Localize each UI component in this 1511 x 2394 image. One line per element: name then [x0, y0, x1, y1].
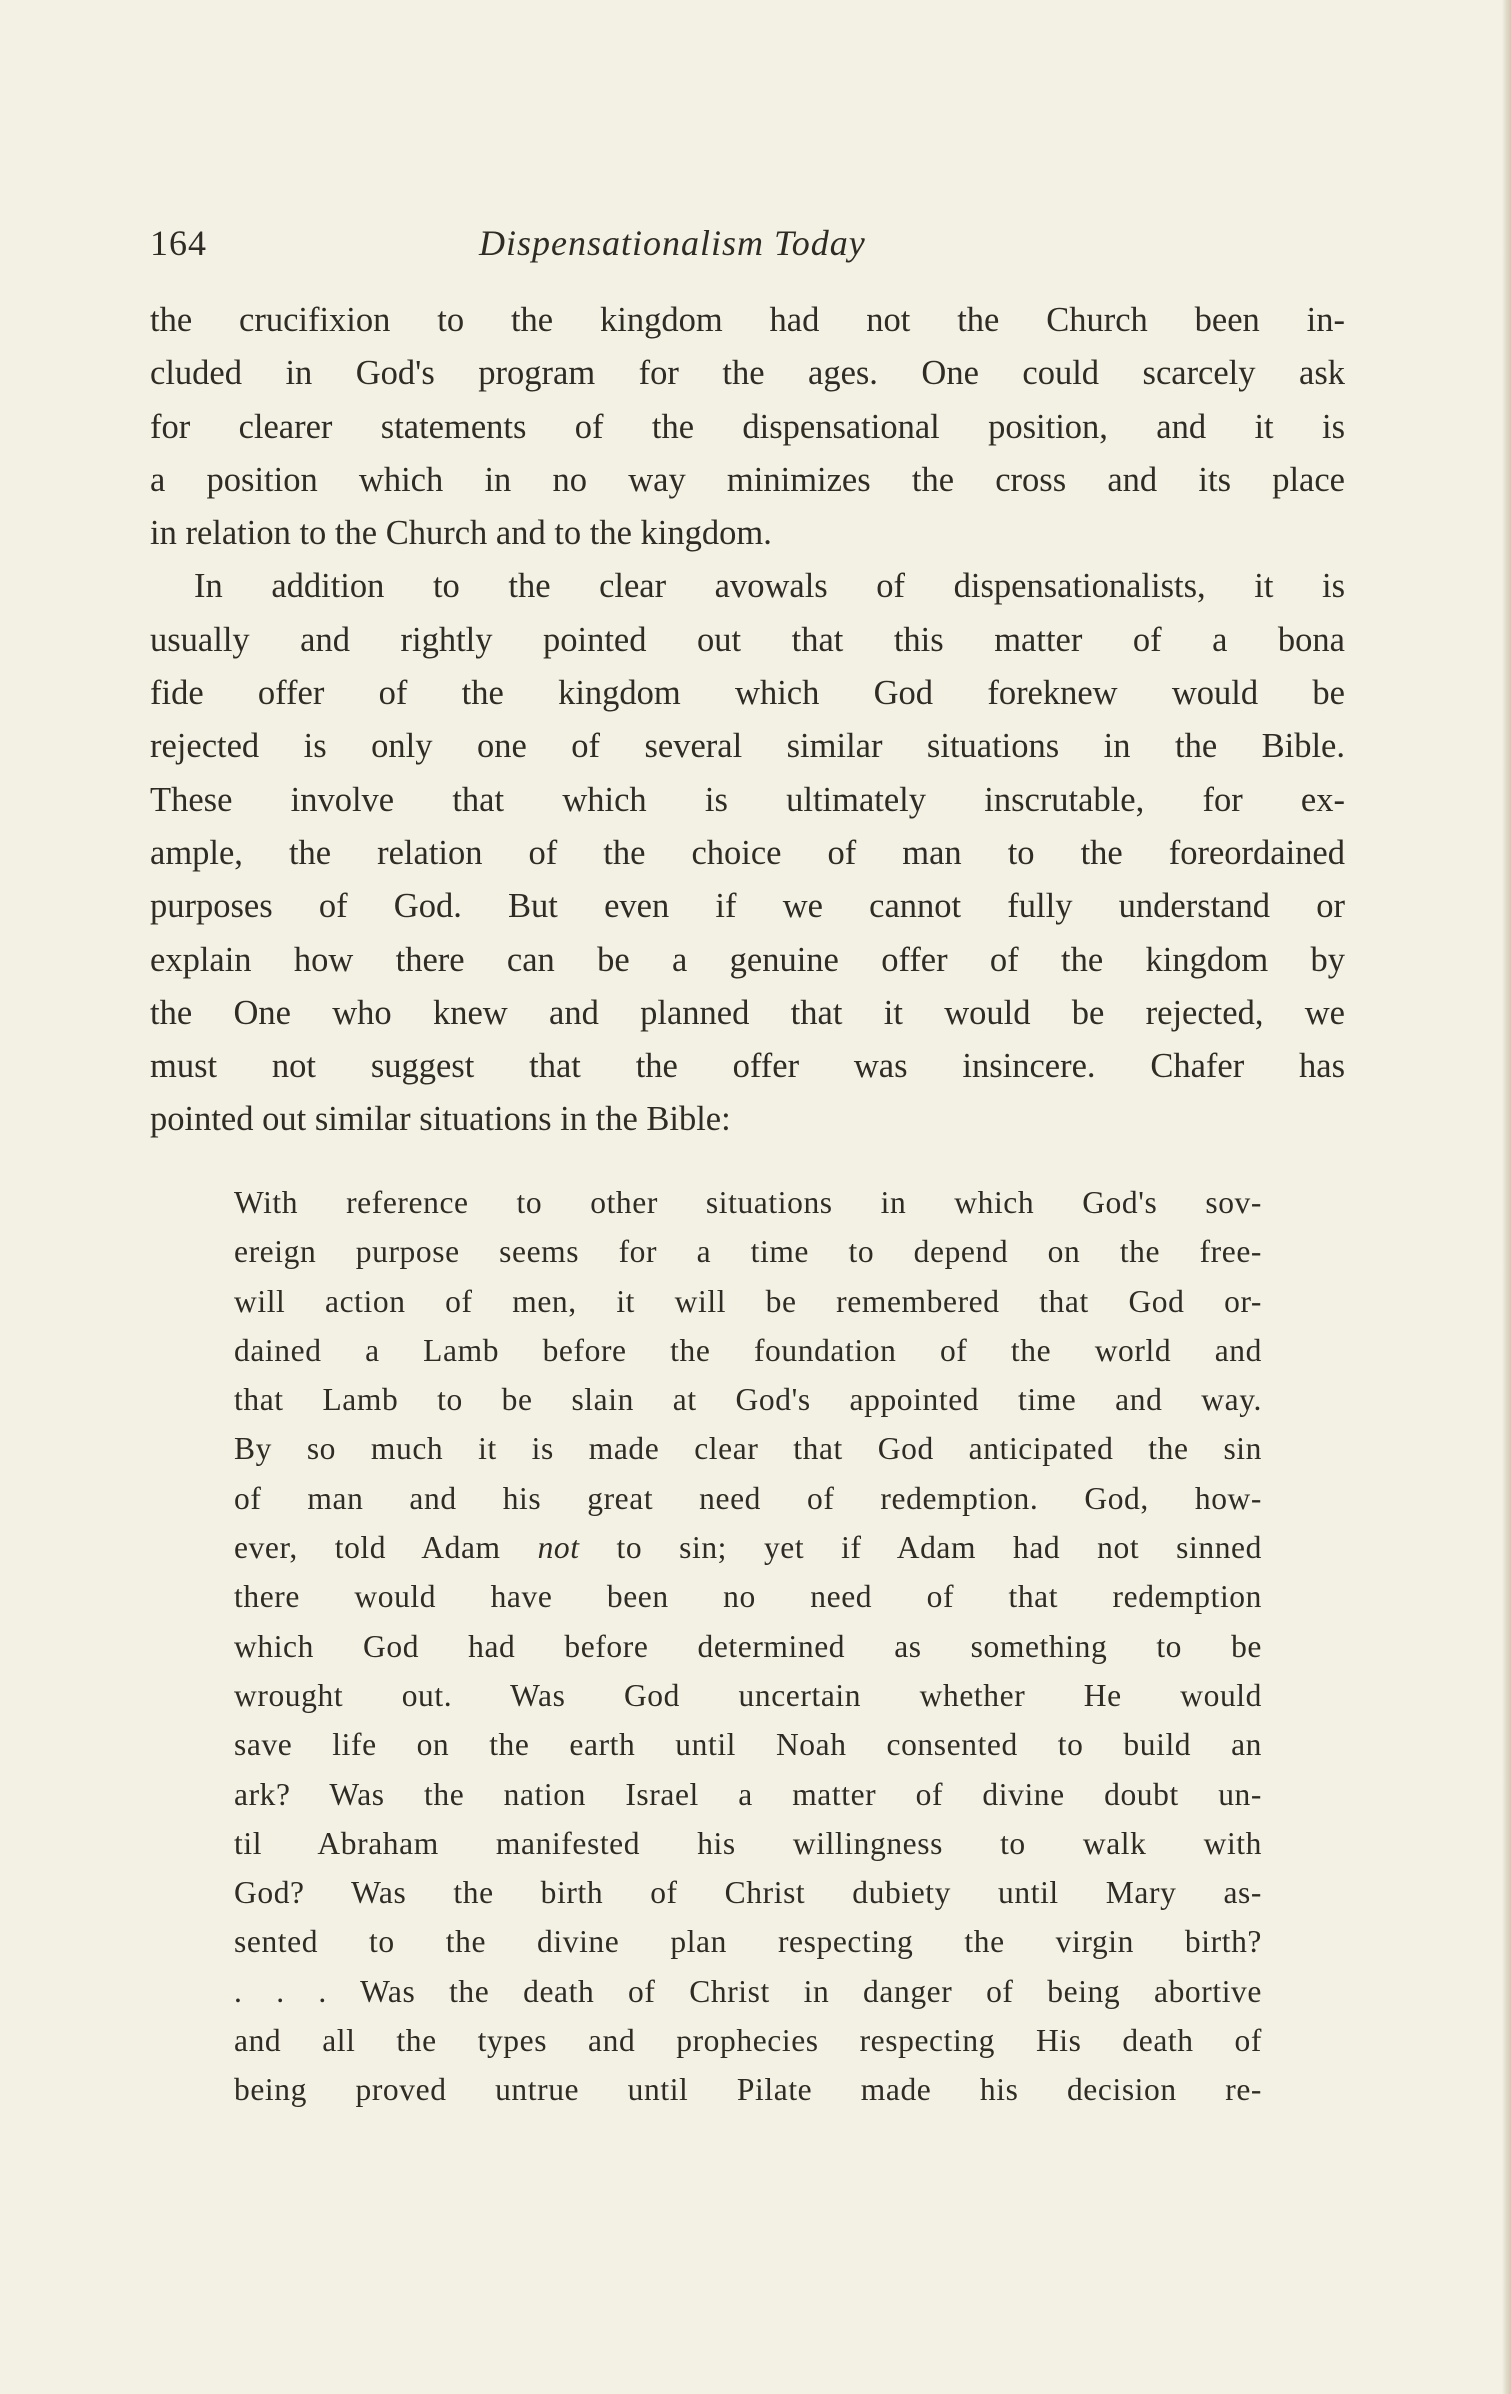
text-line: a position which in no way minimizes the cross and its place [150, 460, 1345, 499]
quote-line: . . . Was the death of Christ in danger of being abortive [234, 1973, 1262, 2009]
quote-line: wrought out. Was God uncertain whether He would [234, 1677, 1262, 1713]
text-line: These involve that which is ultimately inscrutable, for ex- [150, 780, 1345, 819]
page-edge-shadow [1502, 0, 1511, 2394]
page-number: 164 [150, 223, 207, 263]
quote-line: til Abraham manifested his willingness to walk with [234, 1825, 1262, 1861]
text-line: the crucifixion to the kingdom had not the Church been in- [150, 301, 1345, 339]
running-title: Dispensationalism Today [479, 223, 866, 263]
paragraph-2 [150, 560, 1345, 1146]
text-line: explain how there can be a genuine offer of the kingdom by [150, 940, 1345, 979]
quote-text: ever, told Adam [234, 1530, 538, 1566]
text-line: must not suggest that the offer was insincere. Chafer has [150, 1047, 1345, 1086]
quote-line: By so much it is made clear that God anticipated the sin [234, 1431, 1262, 1467]
text-line: rejected is only one of several similar situations in the Bible. [150, 727, 1345, 766]
text-line: in relation to the Church and to the kingdom. [150, 514, 772, 553]
quote-line: there would have been no need of that redemption [234, 1579, 1262, 1615]
quote-line: sented to the divine plan respecting the virgin birth? [234, 1924, 1262, 1960]
text-line: fide offer of the kingdom which God foreknew would be [150, 674, 1345, 713]
quote-line: With reference to other situations in which God's sov- [234, 1185, 1262, 1220]
quote-line-with-emphasis [234, 1523, 1262, 1572]
quote-line: ereign purpose seems for a time to depend on the free- [234, 1234, 1262, 1270]
emphasis-not: not [537, 1530, 580, 1566]
quote-line: will action of men, it will be remembered that God or- [234, 1283, 1262, 1319]
running-head [150, 218, 1000, 268]
quote-line: dained a Lamb before the foundation of the world and [234, 1332, 1262, 1368]
text-line: usually and rightly pointed out that this matter of a bona [150, 620, 1345, 659]
body-text [150, 294, 1345, 1147]
paragraph-1 [150, 294, 1345, 560]
quote-line: that Lamb to be slain at God's appointed time and way. [234, 1382, 1262, 1418]
text-line: the One who knew and planned that it would be rejected, we [150, 993, 1345, 1032]
text-line: for clearer statements of the dispensational position, and it is [150, 407, 1345, 446]
text-line: pointed out similar situations in the Bible: [150, 1100, 731, 1139]
quote-line: God? Was the birth of Christ dubiety until Mary as- [234, 1875, 1262, 1911]
quote-line: of man and his great need of redemption. God, how- [234, 1480, 1262, 1516]
quote-line: save life on the earth until Noah consented to build an [234, 1727, 1262, 1763]
quote-line: ark? Was the nation Israel a matter of divine doubt un- [234, 1776, 1262, 1812]
text-line: In addition to the clear avowals of dispensationalists, it is [194, 567, 1345, 606]
text-line: purposes of God. But even if we cannot fully understand or [150, 887, 1345, 926]
text-line: cluded in God's program for the ages. One could scarcely ask [150, 354, 1345, 393]
quote-line: and all the types and prophecies respecting His death of [234, 2023, 1262, 2059]
quote-line: being proved untrue until Pilate made his decision re- [234, 2072, 1262, 2108]
quote-text: to sin; yet if Adam had not sinned [579, 1530, 1262, 1566]
text-line: ample, the relation of the choice of man to the foreordained [150, 833, 1345, 872]
block-quote [234, 1178, 1262, 2115]
quote-line: which God had before determined as something to be [234, 1628, 1262, 1664]
